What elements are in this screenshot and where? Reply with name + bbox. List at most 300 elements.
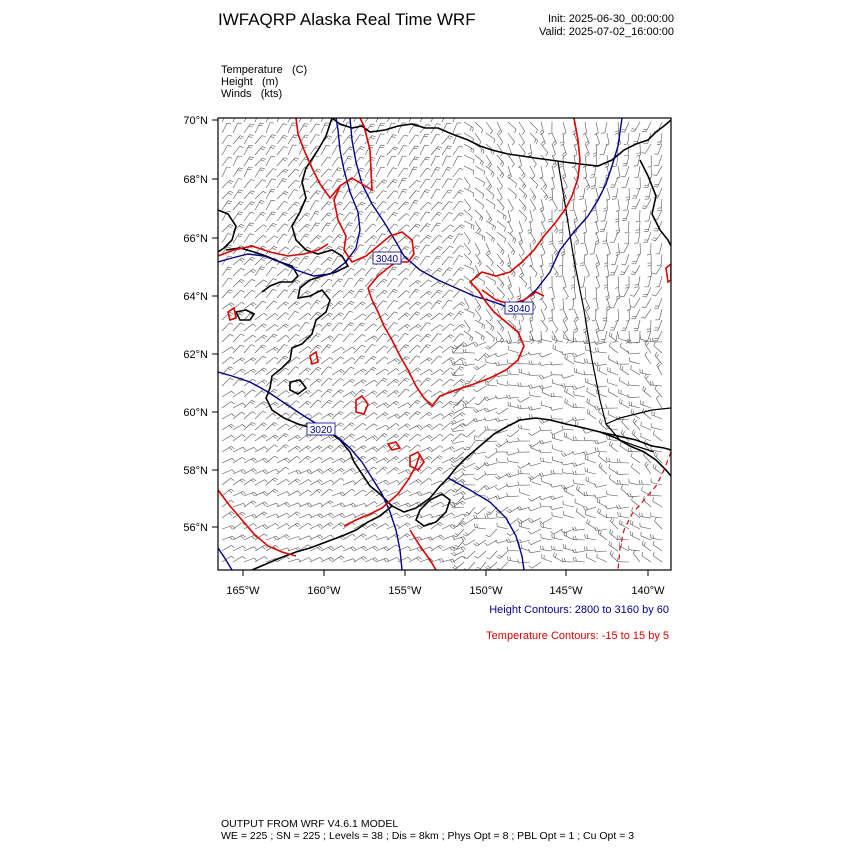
wind-barb (596, 276, 600, 289)
wind-barb (474, 515, 487, 519)
wind-barb (244, 412, 256, 419)
wind-barb (517, 397, 530, 402)
wind-barb (484, 462, 497, 466)
wind-barb (277, 179, 287, 188)
wind-barb (607, 243, 610, 256)
wind-barb (585, 534, 596, 540)
wind-barb (321, 546, 334, 551)
wind-barb (431, 467, 443, 474)
wind-barb (321, 378, 332, 386)
wind-barb (474, 551, 486, 558)
wind-barb (321, 435, 334, 441)
wind-barb (594, 406, 607, 410)
lat-label: 64°N (183, 291, 208, 303)
wind-barb (420, 537, 433, 541)
wind-barb (376, 369, 388, 375)
wind-barb (354, 289, 364, 298)
wind-barb (376, 547, 389, 551)
wind-barb (409, 135, 419, 144)
wind-barb (606, 491, 618, 496)
wind-barb (387, 212, 398, 221)
wind-barb (551, 415, 563, 419)
wind-barb (610, 265, 618, 275)
wind-barb (398, 389, 409, 397)
wind-barb (585, 133, 589, 146)
wind-barb (244, 492, 257, 496)
wind-barb (508, 402, 519, 408)
wind-barb (420, 157, 430, 166)
wind-barb (453, 514, 466, 518)
wind-barb (631, 122, 640, 132)
wind-barb (629, 401, 640, 408)
wind-barb (645, 352, 651, 364)
wind-barb (343, 503, 356, 507)
wind-barb (495, 495, 508, 499)
wind-barb (420, 514, 433, 518)
wind-barb (365, 336, 377, 342)
wind-barb (420, 412, 432, 419)
wind-barb (354, 436, 367, 441)
wind-barb (255, 168, 265, 177)
temp-contour-west (218, 244, 328, 256)
wind-barb (585, 298, 590, 311)
wind-barb (255, 158, 266, 166)
wind-barb (299, 523, 311, 529)
wind-barb (266, 200, 275, 210)
wind-barb (343, 367, 354, 375)
wind-barb (453, 434, 465, 441)
wind-barb (332, 256, 342, 265)
wind-barb (420, 202, 431, 210)
wind-barb (630, 520, 640, 529)
wind-barb (233, 491, 246, 496)
wind-barb (398, 412, 410, 419)
wind-barb (321, 345, 332, 354)
wind-barb (222, 512, 234, 518)
wind-barb (643, 232, 651, 242)
wind-barb (642, 122, 651, 132)
wind-barb (244, 303, 256, 310)
wind-barb (615, 122, 619, 135)
wind-barb (255, 491, 268, 496)
wind-barb (656, 396, 662, 409)
wind-barb (596, 320, 600, 333)
wind-barb (244, 400, 255, 408)
wind-barb (244, 547, 257, 551)
wind-barb (310, 469, 323, 474)
wind-barb (387, 147, 398, 155)
wind-barb (233, 369, 245, 375)
wind-barb (332, 323, 343, 331)
wind-barb (596, 254, 600, 267)
wind-barb (431, 256, 441, 265)
wind-barb (497, 199, 504, 211)
wind-barb (562, 144, 566, 157)
wind-barb (554, 553, 564, 563)
wind-barb (277, 479, 289, 485)
wind-barb (639, 480, 651, 485)
wind-barb (266, 423, 278, 431)
wind-barb (266, 435, 278, 441)
wind-barb (299, 124, 308, 134)
wind-barb (462, 463, 475, 468)
wind-barb (288, 503, 301, 507)
wind-barb (506, 473, 519, 477)
wind-barb (486, 232, 495, 243)
wind-barb (321, 445, 333, 452)
wind-barb (475, 122, 483, 133)
wind-barb (244, 535, 257, 540)
wind-barb (519, 210, 527, 221)
wind-barb (310, 514, 323, 518)
wind-barb (612, 331, 618, 342)
wind-barb (288, 257, 300, 265)
wind-barb (222, 435, 234, 441)
wind-barb (529, 361, 541, 365)
wind-barb (387, 467, 399, 474)
wind-barb (354, 446, 366, 452)
wind-barb (528, 385, 541, 389)
wind-barb (657, 133, 662, 145)
wind-barb (288, 190, 298, 199)
wind-barb (321, 457, 334, 463)
wind-barb (442, 401, 454, 408)
wind-barb (431, 346, 443, 353)
wind-barb (321, 157, 331, 166)
wind-barb (495, 395, 508, 399)
wind-barb (376, 279, 387, 287)
wind-barb (310, 379, 322, 386)
wind-barb (233, 179, 242, 189)
wind-barb (496, 441, 508, 447)
wind-barb (365, 502, 378, 508)
wind-barb (622, 418, 629, 430)
wind-barb (332, 492, 345, 496)
wind-barb (321, 223, 331, 232)
wind-barb (573, 338, 585, 342)
wind-barb (420, 478, 432, 485)
wind-barb (398, 178, 407, 188)
wind-barb (431, 112, 439, 122)
wind-barb (431, 502, 444, 507)
wind-barb (288, 169, 299, 177)
wind-barb (376, 201, 387, 210)
wind-barb (233, 156, 242, 166)
wind-barb (634, 155, 640, 166)
contour-label-2: 3040 (507, 304, 531, 315)
wind-barb (484, 485, 497, 490)
wind-barb (222, 180, 233, 188)
wind-barb (321, 145, 330, 155)
wind-barb (442, 179, 452, 188)
wind-barb (539, 440, 552, 444)
wind-barb (625, 221, 630, 233)
wind-barb (376, 357, 388, 364)
wind-barb (222, 391, 234, 397)
wind-barb (233, 403, 246, 408)
wind-barb (453, 324, 465, 331)
wind-barb (641, 400, 651, 408)
wind-barb (549, 188, 553, 201)
wind-barb (519, 369, 530, 376)
wind-barb (431, 290, 442, 298)
wind-barb (332, 157, 342, 166)
wind-barb (343, 323, 354, 331)
wind-barb (475, 155, 483, 166)
wind-barb (508, 276, 512, 289)
wind-barb (641, 433, 651, 441)
temp-contour-north (296, 118, 372, 198)
wind-barb (310, 524, 323, 529)
wind-barb (255, 356, 266, 364)
wind-barb (431, 246, 443, 254)
wind-barb (590, 243, 596, 254)
wind-barb (564, 334, 574, 342)
lat-label: 60°N (183, 407, 208, 419)
wind-barb (452, 504, 465, 508)
wind-barb (595, 122, 599, 135)
wind-barb (529, 441, 541, 447)
wind-barb (255, 368, 267, 375)
wind-barb (299, 256, 309, 265)
wind-barb (442, 447, 455, 452)
wind-barb (579, 188, 585, 199)
wind-barb (266, 325, 278, 332)
wind-barb (497, 166, 504, 178)
wind-barb (431, 179, 441, 188)
wind-barb (442, 335, 454, 342)
wind-barb (619, 520, 629, 529)
wind-barb (655, 385, 662, 397)
wind-barb (497, 144, 503, 156)
wind-barb (528, 507, 541, 511)
wind-barb (558, 199, 563, 211)
wind-barb (244, 335, 256, 342)
wind-barb (398, 333, 409, 342)
wind-barb (233, 146, 244, 155)
wind-barb (288, 491, 301, 496)
wind-barb (518, 463, 531, 468)
wind-barb (497, 221, 506, 232)
wind-barb (530, 331, 534, 344)
wind-barb (310, 235, 321, 243)
wind-barb (563, 122, 566, 135)
wind-barb (442, 257, 453, 265)
wind-barb (354, 335, 366, 343)
wind-barb (365, 457, 377, 463)
wind-barb (528, 276, 532, 289)
wind-barb (541, 210, 545, 223)
wind-barb (255, 123, 264, 133)
wind-barb (529, 372, 541, 376)
wind-barb (619, 389, 629, 397)
wind-barb (409, 356, 420, 364)
wind-barb (519, 188, 527, 199)
kodiak-island (416, 494, 450, 526)
wind-barb (595, 221, 598, 234)
wind-barb (332, 523, 344, 529)
wind-barb (549, 254, 553, 267)
wind-barb (288, 325, 300, 332)
wind-barb (310, 503, 323, 507)
wind-barb (288, 537, 301, 541)
wind-barb (266, 523, 279, 529)
wind-barb (365, 356, 376, 364)
wind-barb (609, 442, 618, 453)
wind-barb (465, 441, 475, 450)
wind-barb (634, 276, 640, 287)
wind-barb (474, 524, 486, 529)
wind-barb (573, 536, 585, 540)
wind-barb (655, 309, 662, 320)
wind-barb (463, 540, 476, 545)
wind-barb (552, 379, 563, 386)
wind-barb (541, 133, 545, 146)
lat-label: 58°N (183, 465, 208, 477)
wind-barb (453, 268, 464, 276)
wind-barb (233, 556, 245, 562)
wind-barb (551, 470, 563, 474)
wind-barb (266, 445, 278, 452)
wind-barb (609, 464, 618, 474)
wind-barb (310, 324, 322, 331)
wind-barb (497, 562, 508, 570)
wind-barb (233, 190, 243, 199)
wind-barb (310, 413, 322, 419)
wind-barb (420, 424, 432, 430)
wind-barb (222, 191, 233, 199)
wind-barb (528, 352, 541, 356)
wind-barb (376, 403, 389, 408)
wind-barb (277, 458, 290, 463)
wind-barb (409, 324, 421, 331)
wind-barb (608, 355, 618, 364)
wind-barb (266, 334, 277, 342)
wind-barb (222, 157, 232, 166)
wind-barb (647, 243, 651, 255)
wind-barb (497, 379, 508, 386)
wind-barb (651, 479, 662, 486)
wind-barb (420, 467, 432, 474)
wind-barb (255, 435, 267, 441)
wind-barb (598, 508, 607, 518)
wind-barb (310, 457, 322, 463)
wind-barb (431, 325, 443, 331)
wind-barb (409, 411, 421, 419)
wind-barb (610, 551, 618, 562)
wind-barb (624, 133, 629, 145)
wind-barb (656, 243, 663, 254)
wind-barb (255, 267, 265, 276)
wind-barb (475, 254, 482, 266)
wind-barb (550, 484, 563, 487)
wind-barb (485, 471, 498, 475)
wind-barb (387, 369, 399, 376)
wind-barb (431, 559, 444, 563)
wind-barb (539, 353, 552, 357)
wind-barb (420, 113, 430, 122)
wind-barb (420, 168, 430, 177)
wind-barb (266, 212, 276, 221)
wind-barb (442, 112, 451, 122)
wind-barb (497, 254, 504, 266)
wind-barb (398, 112, 406, 122)
wind-barb (222, 536, 235, 540)
wind-barb (561, 485, 574, 489)
wind-barb (518, 470, 530, 474)
wind-barb (564, 432, 574, 441)
wind-barb (628, 350, 641, 354)
wind-barb (343, 347, 355, 353)
wind-barb (354, 135, 364, 144)
wind-barb (354, 314, 366, 320)
lat-label: 70°N (183, 115, 208, 127)
wind-barb (310, 223, 320, 232)
wind-barb (583, 506, 596, 510)
wind-barb (244, 234, 254, 243)
wind-barb (431, 212, 442, 221)
wind-barb (255, 324, 267, 331)
wind-barb (474, 430, 486, 437)
wind-barb (551, 371, 563, 375)
wind-barb (409, 514, 422, 518)
wind-barb (651, 534, 663, 540)
wind-barb (387, 180, 398, 189)
wind-barb (387, 525, 400, 530)
wind-barb (343, 311, 353, 320)
wind-barb (332, 468, 345, 474)
wind-barb (462, 496, 475, 500)
wind-barb (431, 313, 443, 320)
wind-barb (420, 369, 433, 375)
wind-barb (549, 232, 553, 245)
wind-barb (244, 145, 253, 155)
wind-barb (653, 431, 662, 442)
wind-barb (585, 468, 596, 475)
wind-barb (495, 474, 508, 479)
wind-barb (654, 518, 662, 530)
wind-barb (255, 345, 266, 353)
wind-barb (508, 133, 515, 145)
wind-barb (244, 422, 256, 430)
coastlines (218, 118, 671, 570)
wind-barb (464, 199, 471, 211)
wind-barb (233, 234, 243, 243)
wind-barb (409, 224, 420, 232)
wind-barb (601, 210, 607, 221)
wind-barb (654, 155, 662, 165)
wind-barb (620, 243, 629, 253)
wind-barb (563, 177, 567, 190)
wind-barb (376, 156, 384, 166)
wind-barb (277, 391, 289, 398)
wind-barb (572, 417, 585, 421)
lat-label: 68°N (183, 174, 208, 186)
wind-barb (610, 320, 618, 330)
wind-barb (387, 545, 399, 551)
wind-barb (585, 144, 589, 157)
wind-barb (616, 287, 620, 300)
lon-label: 155°W (388, 585, 422, 597)
wind-barb (299, 234, 309, 243)
wind-barb (398, 202, 409, 210)
wind-barb (616, 221, 620, 234)
wind-barb (442, 547, 455, 552)
wind-barb (631, 463, 640, 474)
wind-barb (623, 155, 629, 166)
wind-barb (612, 188, 618, 199)
wind-barb (244, 167, 253, 177)
